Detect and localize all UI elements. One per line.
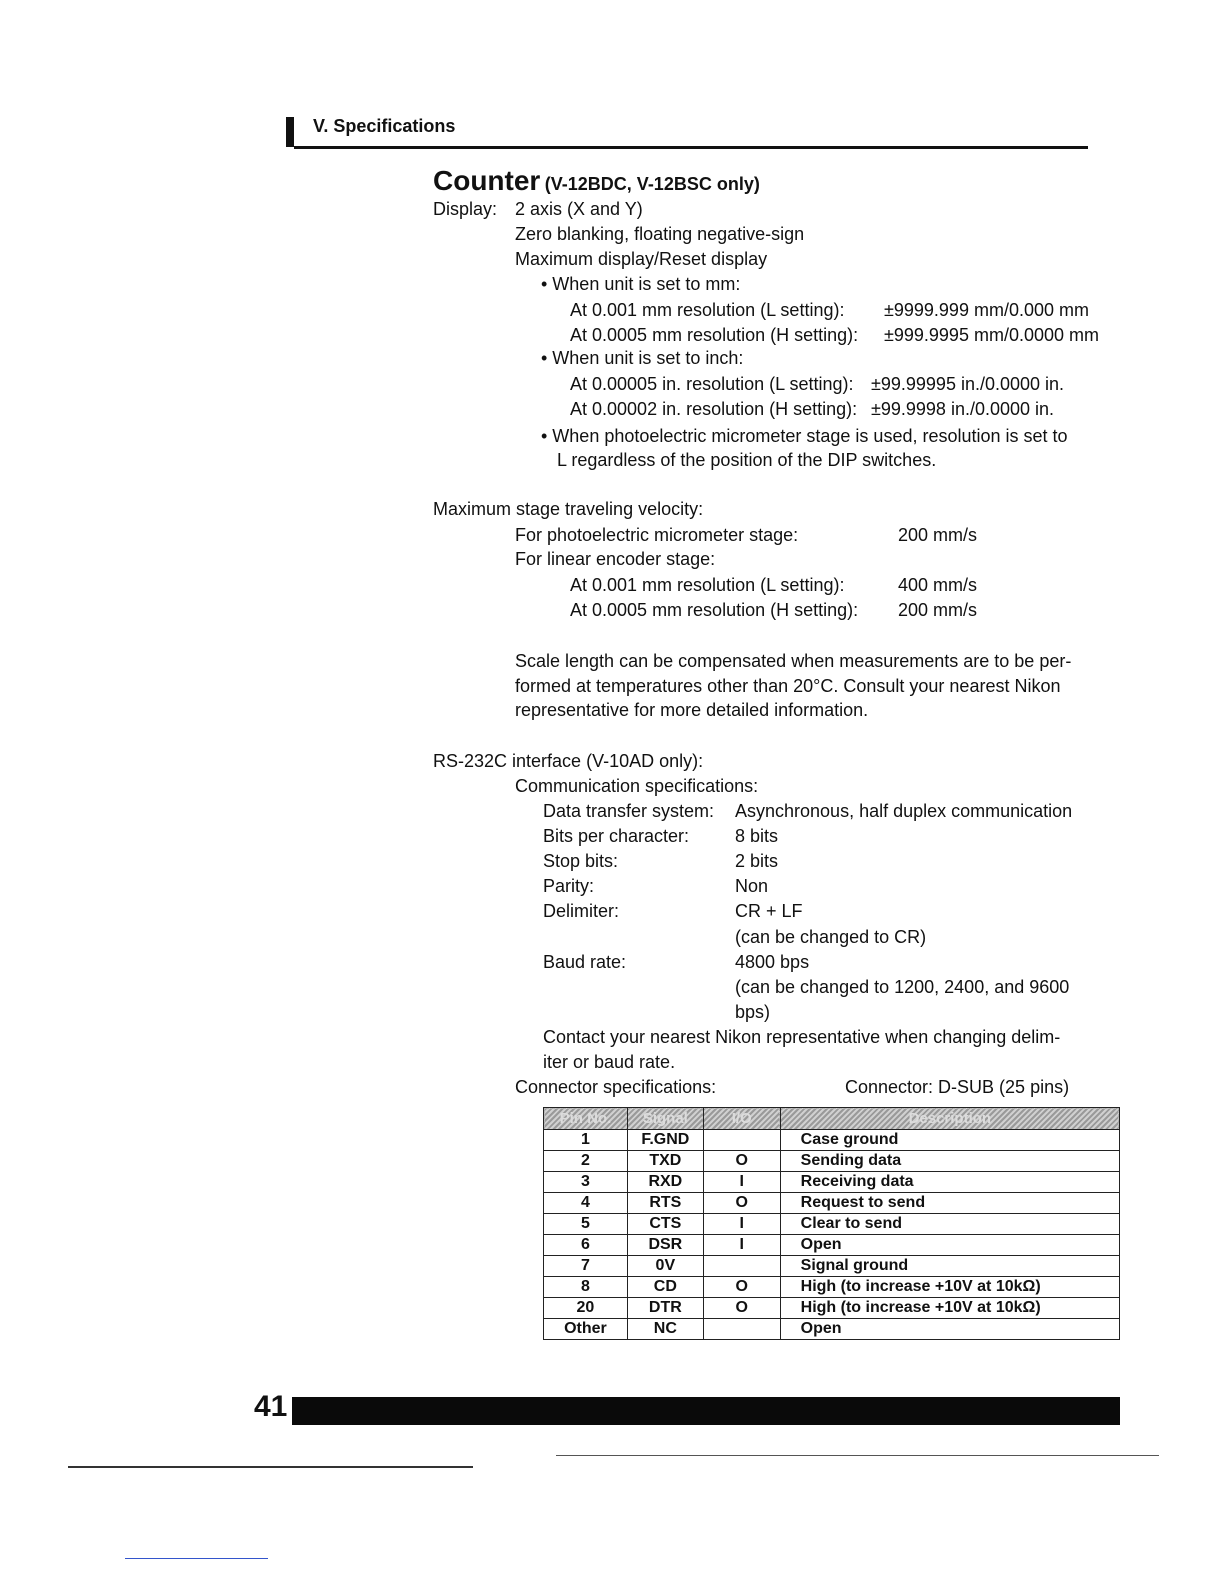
section-rule [294,146,1088,149]
pin-description: Open [780,1319,1119,1340]
table-header: Signal [627,1108,703,1130]
spec-value: (can be changed to CR) [735,927,927,947]
velocity-h-value: 200 mm/s [898,600,978,620]
pin-number: 8 [544,1277,628,1298]
scale-note-line3: representative for more detailed information. [515,700,869,720]
pin-io: O [703,1277,780,1298]
photo-bullet-line2: L regardless of the position of the DIP switches. [557,450,937,470]
velocity-linear-label: For linear encoder stage: [515,549,716,569]
table-row [544,1319,1120,1340]
connector-spec-label: Connector specifications: [515,1077,717,1097]
pin-signal: NC [627,1319,703,1340]
pin-number: 4 [544,1193,628,1214]
velocity-label: Maximum stage traveling velocity: [433,499,704,519]
table-header-row [544,1108,1120,1130]
spec-key: Baud rate: [543,952,627,972]
spec-value: 4800 bps [735,952,810,972]
spec-key: Data transfer system: [543,801,715,821]
heading-sub: (V-12BDC, V-12BSC only) [544,174,760,194]
footer-rule [125,1558,268,1559]
inch-bullet: • When unit is set to inch: [541,348,744,368]
table-row [544,1130,1120,1151]
velocity-photo-label: For photoelectric micrometer stage: [515,525,799,545]
contact-note-line1: Contact your nearest Nikon representative when changing delim- [543,1027,1061,1047]
pin-signal: DSR [627,1235,703,1256]
inch-h-resolution: At 0.00002 in. resolution (H setting): [570,399,858,419]
table-header: I/O [703,1108,780,1130]
spec-value: 2 bits [735,851,779,871]
connector-spec-value: Connector: D-SUB (25 pins) [845,1077,1070,1097]
pin-signal: F.GND [627,1130,703,1151]
velocity-h-label: At 0.0005 mm resolution (H setting): [570,600,859,620]
pin-description: High (to increase +10V at 10kΩ) [780,1277,1119,1298]
pin-description: Request to send [780,1193,1119,1214]
table-row [544,1214,1120,1235]
table-header: Pin No. [544,1108,628,1130]
spec-key: Bits per character: [543,826,690,846]
velocity-photo-value: 200 mm/s [898,525,978,545]
pin-io [703,1130,780,1151]
pin-signal: CTS [627,1214,703,1235]
zero-blanking-text: Zero blanking, floating negative-sign [515,224,805,244]
velocity-l-label: At 0.001 mm resolution (L setting): [570,575,845,595]
mm-bullet: • When unit is set to mm: [541,274,741,294]
table-row [544,1151,1120,1172]
pin-signal: CD [627,1277,703,1298]
pin-io: I [703,1235,780,1256]
footer-rule [68,1466,473,1468]
pin-number: 5 [544,1214,628,1235]
pin-description: Open [780,1235,1119,1256]
heading-main: Counter [433,165,541,196]
pin-number: 2 [544,1151,628,1172]
spec-value: Non [735,876,769,896]
inch-h-value: ±99.9998 in./0.0000 in. [871,399,1055,419]
pin-number: 7 [544,1256,628,1277]
footer-rule [556,1455,1159,1456]
scale-note-line2: formed at temperatures other than 20°C. Consult your nearest Nikon [515,676,1061,696]
pin-number: 20 [544,1298,628,1319]
page-footer-bar [292,1397,1120,1425]
table-row [544,1298,1120,1319]
pin-number: Other [544,1319,628,1340]
page-heading [433,165,760,197]
spec-key: Parity: [543,876,595,896]
pin-signal: 0V [627,1256,703,1277]
pin-signal: DTR [627,1298,703,1319]
pin-signal: TXD [627,1151,703,1172]
pin-description: Signal ground [780,1256,1119,1277]
pin-description: High (to increase +10V at 10kΩ) [780,1298,1119,1319]
pin-signal: RTS [627,1193,703,1214]
spec-key: Stop bits: [543,851,619,871]
mm-l-value: ±9999.999 mm/0.000 mm [884,300,1089,320]
pin-io: O [703,1298,780,1319]
pin-description: Clear to send [780,1214,1119,1235]
spec-value: 8 bits [735,826,779,846]
spec-value: bps) [735,1002,771,1022]
table-row [544,1172,1120,1193]
pin-number: 3 [544,1172,628,1193]
contact-note-line2: iter or baud rate. [543,1052,676,1072]
pin-io: I [703,1172,780,1193]
display-value: 2 axis (X and Y) [515,199,643,219]
mm-l-resolution: At 0.001 mm resolution (L setting): [570,300,845,320]
pin-description: Sending data [780,1151,1119,1172]
rs232-label: RS-232C interface (V-10AD only): [433,751,704,771]
mm-h-value: ±999.9995 mm/0.0000 mm [884,325,1099,345]
table-row [544,1235,1120,1256]
table-row [544,1256,1120,1277]
pin-signal: RXD [627,1172,703,1193]
pin-io [703,1319,780,1340]
max-display-text: Maximum display/Reset display [515,249,768,269]
photo-bullet-line1: • When photoelectric micrometer stage is used, resolution is set to [541,426,1068,446]
pin-io: O [703,1151,780,1172]
spec-value: CR + LF [735,901,803,921]
pin-io [703,1256,780,1277]
spec-value: Asynchronous, half duplex communication [735,801,1073,821]
table-row [544,1277,1120,1298]
pin-assignment-table [543,1107,1120,1340]
mm-h-resolution: At 0.0005 mm resolution (H setting): [570,325,859,345]
display-label: Display: [433,199,498,219]
pin-number: 1 [544,1130,628,1151]
section-title: V. Specifications [313,116,456,136]
spec-key: Delimiter: [543,901,620,921]
page-number: 41 [254,1390,288,1423]
table-header: Description [780,1108,1119,1130]
scale-note-line1: Scale length can be compensated when measurements are to be per- [515,651,1072,671]
pin-description: Receiving data [780,1172,1119,1193]
comm-spec-label: Communication specifications: [515,776,759,796]
pin-io: I [703,1214,780,1235]
section-marker [286,117,294,147]
table-row [544,1193,1120,1214]
spec-value: (can be changed to 1200, 2400, and 9600 [735,977,1070,997]
inch-l-resolution: At 0.00005 in. resolution (L setting): [570,374,854,394]
pin-description: Case ground [780,1130,1119,1151]
inch-l-value: ±99.99995 in./0.0000 in. [871,374,1065,394]
velocity-l-value: 400 mm/s [898,575,978,595]
pin-number: 6 [544,1235,628,1256]
pin-io: O [703,1193,780,1214]
